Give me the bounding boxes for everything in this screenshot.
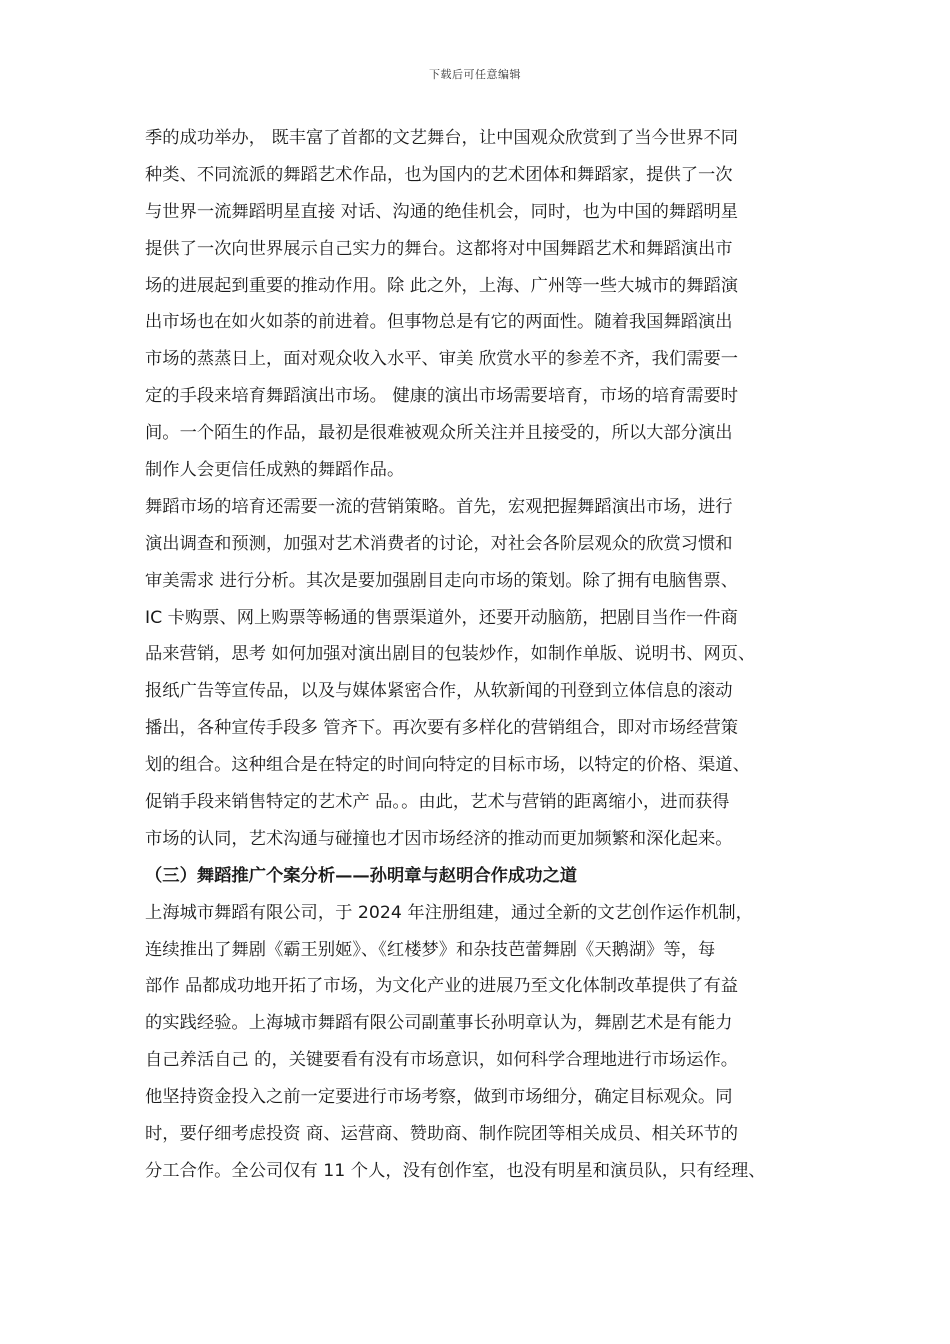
text-line: 季的成功举办， 既丰富了首都的文艺舞台，让中国观众欣赏到了当今世界不同	[145, 128, 739, 148]
text-line: 制作人会更信任成熟的舞蹈作品。	[145, 460, 405, 481]
text-line: 与世界一流舞蹈明星直接 对话、沟通的绝佳机会，同时，也为中国的舞蹈明星	[145, 201, 739, 222]
text-line: 部作 品都成功地开拓了市场，为文化产业的进展乃至文化体制改革提供了有益	[145, 976, 739, 997]
text-line: 场的进展起到重要的推动作用。除 此之外，上海、广州等一些大城市的舞蹈演	[145, 275, 739, 296]
text-line: 出市场也在如火如荼的前进着。但事物总是有它的两面性。随着我国舞蹈演出	[145, 312, 733, 333]
text-line: 提供了一次向世界展示自己实力的舞台。这都将对中国舞蹈艺术和舞蹈演出市	[145, 238, 733, 259]
text-line: 促销手段来销售特定的艺术产 品。。由此，艺术与营销的距离缩小，进而获得	[145, 792, 730, 813]
text-line: 品来营销，思考 如何加强对演出剧目的包装炒作，如制作单版、说明书、网页、	[145, 644, 756, 665]
section-heading: （三）舞蹈推广个案分析——孙明章与赵明合作成功之道	[145, 865, 578, 886]
text-line: 种类、不同流派的舞蹈艺术作品，也为国内的艺术团体和舞蹈家，提供了一次	[145, 164, 733, 185]
text-line: 市场的认同，艺术沟通与碰撞也才因市场经济的推动而更加频繁和深化起来。	[145, 828, 733, 849]
text-line: 划的组合。这种组合是在特定的时间向特定的目标市场，以特定的价格、渠道、	[145, 755, 750, 776]
text-line: 分工合作。全公司仅有 11 个人，没有创作室，也没有明星和演员队，只有经理、	[145, 1160, 766, 1181]
text-line: 审美需求 进行分析。其次是要加强剧目走向市场的策划。除了拥有电脑售票、	[145, 570, 739, 591]
page-header: 下载后可任意编辑	[429, 68, 521, 81]
text-line: 演出调查和预测，加强对艺术消费者的讨论，对社会各阶层观众的欣赏习惯和	[145, 533, 733, 554]
text-line: 自己养活自己 的，关键要看有没有市场意识，如何科学合理地进行市场运作。	[145, 1050, 739, 1071]
text-line: 时，要仔细考虑投资 商、运营商、赞助商、制作院团等相关成员、相关环节的	[145, 1124, 739, 1145]
document-body	[145, 120, 825, 1190]
text-line: 连续推出了舞剧《霸王别姬》、《红楼梦》和杂技芭蕾舞剧《天鹅湖》等，每	[145, 939, 716, 960]
text-line: 他坚持资金投入之前一定要进行市场考察，做到市场细分，确定目标观众。同	[145, 1087, 733, 1108]
text-line: 播出，各种宣传手段多 管齐下。再次要有多样化的营销组合，即对市场经营策	[145, 718, 739, 739]
text-line: 的实践经验。上海城市舞蹈有限公司副董事长孙明章认为，舞剧艺术是有能力	[145, 1013, 733, 1034]
text-line: 市场的蒸蒸日上，面对观众收入水平、审美 欣赏水平的参差不齐，我们需要一	[145, 349, 739, 370]
text-line: 间。一个陌生的作品，最初是很难被观众所关注并且接受的，所以大部分演出	[145, 423, 733, 444]
text-line: 定的手段来培育舞蹈演出市场。 健康的演出市场需要培育，市场的培育需要时	[145, 386, 739, 407]
text-line: 舞蹈市场的培育还需要一流的营销策略。首先，宏观把握舞蹈演出市场，进行	[145, 496, 733, 517]
text-line: 报纸广告等宣传品，以及与媒体紧密合作，从软新闻的刊登到立体信息的滚动	[145, 681, 733, 702]
text-line: IC 卡购票、网上购票等畅通的售票渠道外，还要开动脑筋，把剧目当作一件商	[145, 607, 738, 628]
text-line: 上海城市舞蹈有限公司，于 2024 年注册组建，通过全新的文艺创作运作机制，	[145, 902, 753, 923]
